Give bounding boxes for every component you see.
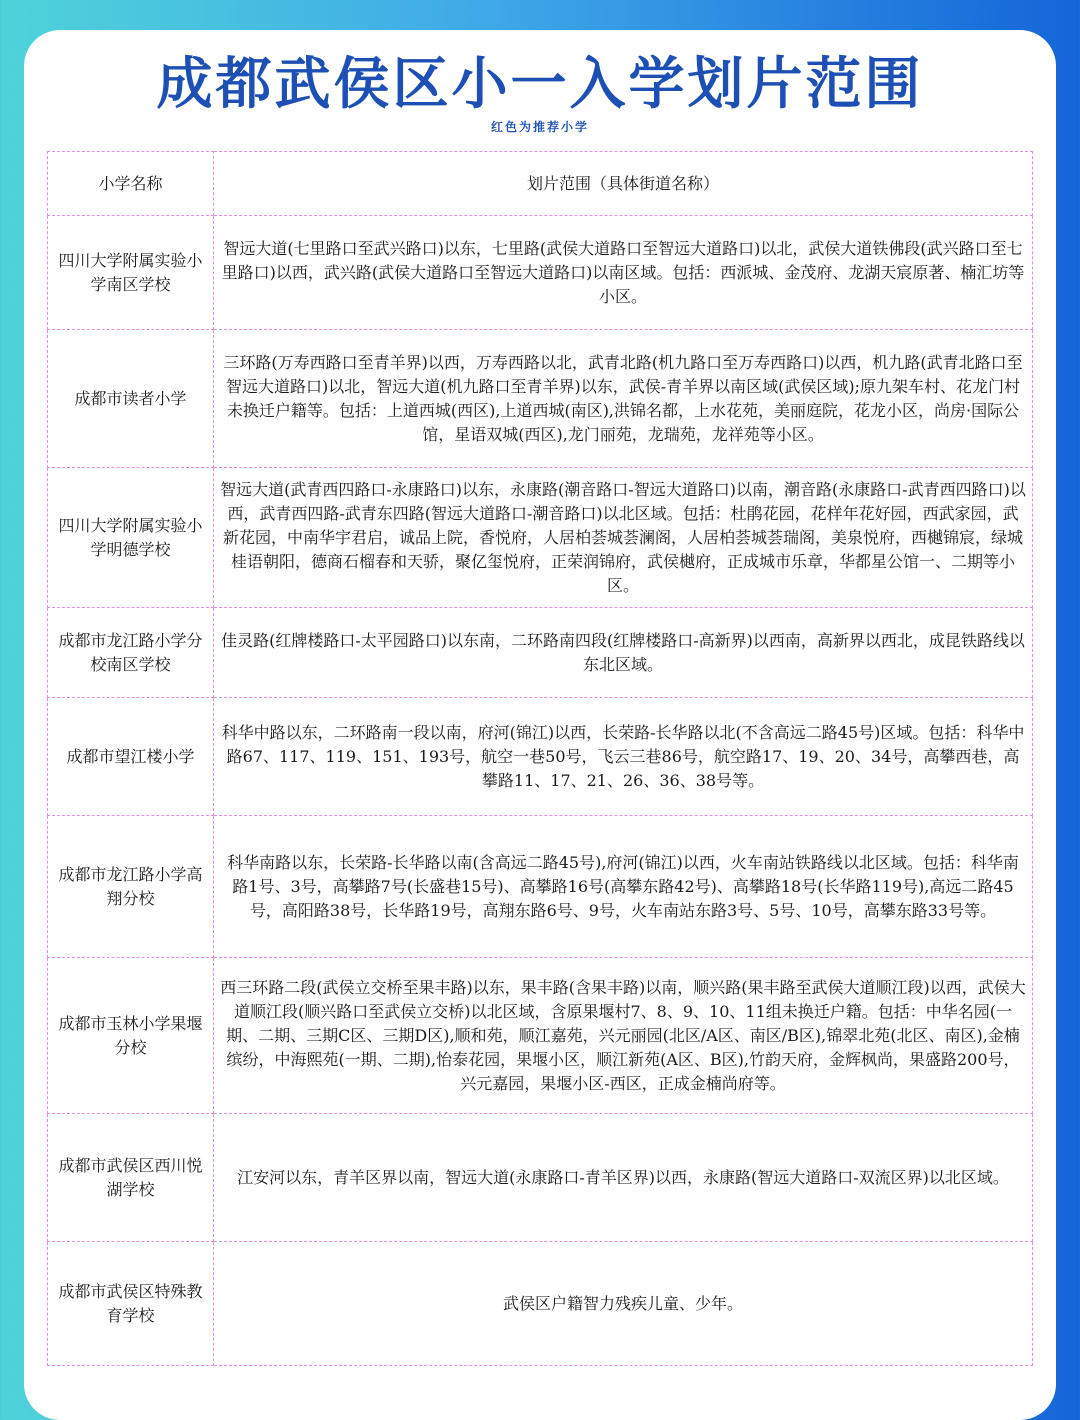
school-name: 四川大学附属实验小学南区学校 <box>48 216 214 330</box>
school-name: 成都市读者小学 <box>48 330 214 468</box>
table-row <box>48 1242 1033 1366</box>
zoning-range: 智远大道(武青西四路口-永康路口)以东，永康路(潮音路口-智远大道路口)以南，潮音路(永康路口-武青西四路口)以西，武青西四路-武青东四路(智远大道路口-潮音路口)以北区域。包括：杜鹃花园，花样年花好园，西武家园，武新花园，中南华宇君启，诚品上院，香悦府，人居柏荟城荟澜阁，人居柏荟城荟瑞阁，美泉悦府，西樾锦宸，绿城桂语朝阳，德商石榴春和天骄，聚亿玺悦府，正荣润锦府，武侯樾府，正成城市乐章，华都星公馆一、二期等小区。 <box>214 468 1033 608</box>
school-name: 成都市武侯区特殊教育学校 <box>48 1242 214 1366</box>
zoning-range: 科华南路以东，长荣路-长华路以南(含高远二路45号),府河(锦江)以西，火车南站铁路线以北区域。包括：科华南路1号、3号，高攀路7号(长盛巷15号)、高攀路16号(高攀东路42号)、高攀路18号(长华路119号),高远二路45号，高阳路38号，长华路19号，高翔东路6号、9号，火车南站东路3号、5号、10号，高攀东路33号等。 <box>214 816 1033 958</box>
page-subtitle: 红色为推荐小学 <box>490 120 589 134</box>
school-name: 成都市武侯区西川悦湖学校 <box>48 1114 214 1242</box>
school-name: 成都市望江楼小学 <box>48 698 214 816</box>
table-header-row <box>48 152 1033 216</box>
page-title: 成都武侯区小一入学划片范围 <box>156 52 924 117</box>
school-name: 四川大学附属实验小学明德学校 <box>48 468 214 608</box>
zoning-range: 智远大道(七里路口至武兴路口)以东，七里路(武侯大道路口至智远大道路口)以北，武侯大道铁佛段(武兴路口至七里路口)以西，武兴路(武侯大道路口至智远大道路口)以南区域。包括：西派城、金茂府、龙湖天宸原著、楠汇坊等小区。 <box>214 216 1033 330</box>
school-name: 成都市龙江路小学分校南区学校 <box>48 608 214 698</box>
zoning-range: 西三环路二段(武侯立交桥至果丰路)以东，果丰路(含果丰路)以南，顺兴路(果丰路至武侯大道顺江段)以西，武侯大道顺江段(顺兴路口至武侯立交桥)以北区域，含原果堰村7、8、9、10、11组未换迁户籍。包括：中华名园(一期、二期、三期C区、三期D区),顺和苑，顺江嘉苑，兴元丽园(北区/A区、南区/B区),锦翠北苑(北区、南区),金楠缤纷，中海熙苑(一期、二期),怡泰花园，果堰小区，顺江新苑(A区、B区),竹韵天府，金辉枫尚，果盛路200号，兴元嘉园，果堰小区-西区，正成金楠尚府等。 <box>214 958 1033 1114</box>
table-row <box>48 958 1033 1114</box>
table-row <box>48 698 1033 816</box>
header-school-name: 小学名称 <box>48 152 214 216</box>
table-row <box>48 330 1033 468</box>
zoning-range: 武侯区户籍智力残疾儿童、少年。 <box>214 1242 1033 1366</box>
school-name: 成都市龙江路小学高翔分校 <box>48 816 214 958</box>
school-name: 成都市玉林小学果堰分校 <box>48 958 214 1114</box>
zoning-range: 三环路(万寿西路口至青羊界)以西，万寿西路以北，武青北路(机九路口至万寿西路口)以西，机九路(武青北路口至智远大道路口)以北，智远大道(机九路口至青羊界)以东，武侯-青羊界以南区域(武侯区域);原九架车村、花龙门村未换迁户籍等。包括：上道西城(西区),上道西城(南区),洪锦名都，上水花苑，美丽庭院，花龙小区，尚房·国际公馆，星语双城(西区),龙门丽苑，龙瑞苑，龙祥苑等小区。 <box>214 330 1033 468</box>
table-row <box>48 216 1033 330</box>
table-row <box>48 816 1033 958</box>
zoning-range: 江安河以东，青羊区界以南，智远大道(永康路口-青羊区界)以西，永康路(智远大道路口-双流区界)以北区域。 <box>214 1114 1033 1242</box>
table-row <box>48 1114 1033 1242</box>
table-row <box>48 468 1033 608</box>
school-zoning-table <box>47 151 1033 1366</box>
zoning-range: 科华中路以东，二环路南一段以南，府河(锦江)以西，长荣路-长华路以北(不含高远二路45号)区域。包括：科华中路67、117、119、151、193号，航空一巷50号，飞云三巷86号，航空路17、19、20、34号，高攀西巷，高攀路11、17、21、26、36、38号等。 <box>214 698 1033 816</box>
table-row <box>48 608 1033 698</box>
header-zoning-range: 划片范围（具体街道名称） <box>214 152 1033 216</box>
zoning-range: 佳灵路(红牌楼路口-太平园路口)以东南，二环路南四段(红牌楼路口-高新界)以西南，高新界以西北，成昆铁路线以东北区域。 <box>214 608 1033 698</box>
